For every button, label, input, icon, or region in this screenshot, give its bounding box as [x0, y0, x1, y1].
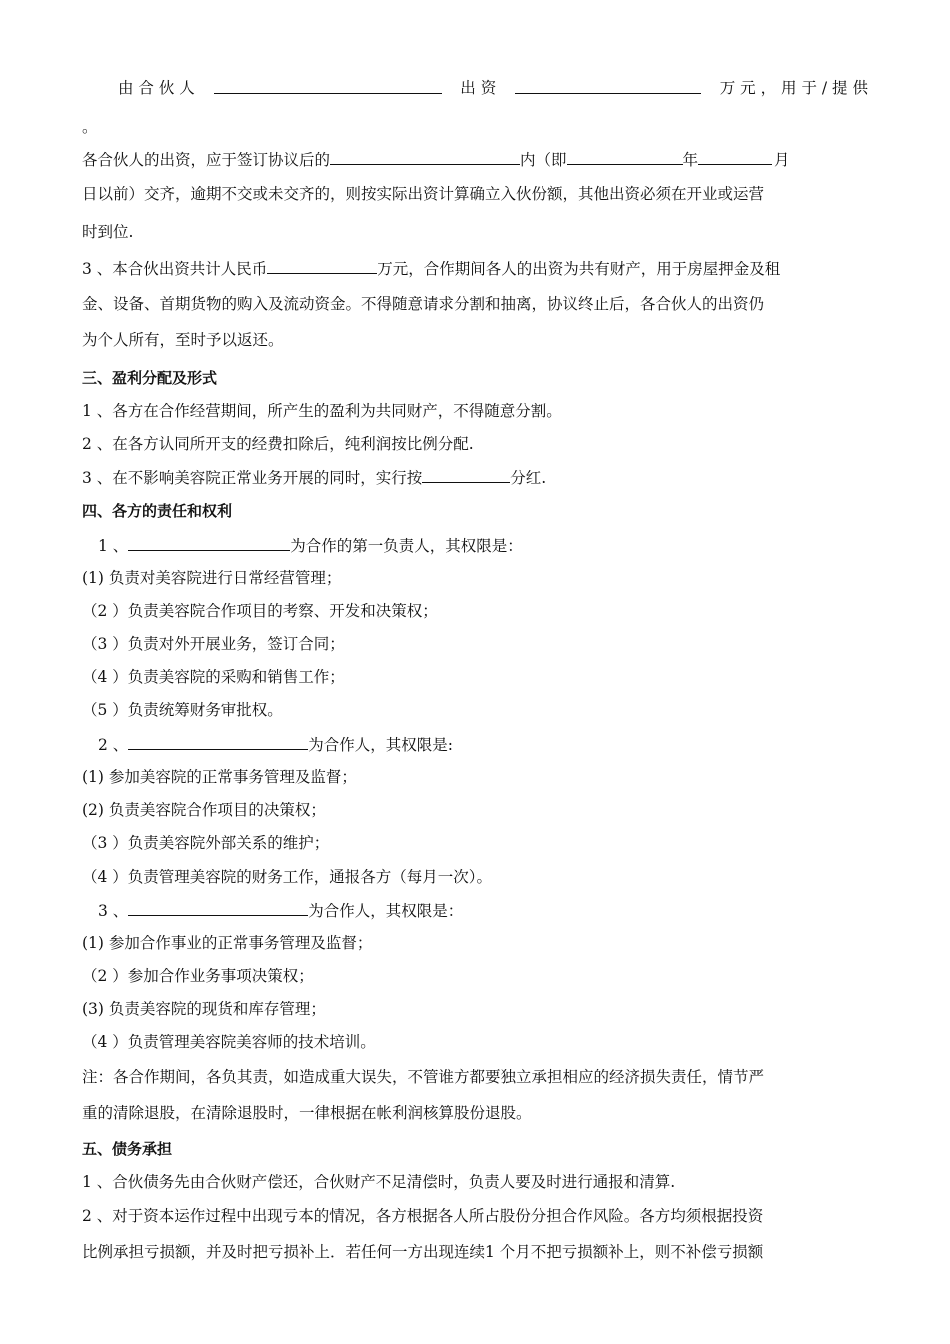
- text-segment: 3 、在不影响美容院正常业务开展的同时，实行按: [82, 469, 423, 487]
- list-item: (3) 负责美容院的现货和库存管理；: [82, 1000, 326, 1018]
- text-segment: 内（即: [520, 151, 567, 169]
- blank-month[interactable]: [698, 148, 772, 165]
- blank-partner-2[interactable]: [128, 733, 308, 750]
- text-segment: 万元，合作期间各人的出资为共有财产，用于房屋押金及租: [377, 260, 781, 278]
- text-segment: 3 、本合伙出资共计人民币: [82, 260, 268, 278]
- list-item: (1) 参加美容院的正常事务管理及监督；: [82, 768, 357, 786]
- blank-dividend-basis[interactable]: [422, 466, 510, 483]
- blank-total-amount[interactable]: [267, 257, 377, 274]
- section-title: 五、债务承担: [82, 1140, 173, 1158]
- list-item: 比例承担亏损额，并及时把亏损补上．若任何一方出现连续1 个月不把亏损额补上，则不补偿亏损额: [82, 1243, 764, 1261]
- blank-partner-3[interactable]: [128, 899, 308, 916]
- list-item: (1) 参加合作事业的正常事务管理及监督；: [82, 934, 373, 952]
- blank-partner-name[interactable]: [214, 77, 442, 94]
- list-item: [82, 466, 546, 489]
- list-item: （4 ）负责美容院的采购和销售工作；: [82, 668, 345, 686]
- list-item: [98, 534, 523, 557]
- blank-amount[interactable]: [515, 77, 701, 94]
- section-title: 三、盈利分配及形式: [82, 369, 218, 387]
- blank-year[interactable]: [567, 148, 683, 165]
- text-segment: 为合作的第一负责人，其权限是：: [290, 537, 523, 555]
- text-segment: 分红.: [510, 469, 547, 487]
- text-segment: 由 合 伙 人: [118, 79, 195, 97]
- blank-first-responsible[interactable]: [128, 534, 290, 551]
- total-contribution-line: [82, 257, 780, 280]
- text-line: 日以前）交齐，逾期不交或未交齐的，则按实际出资计算确立入伙份额，其他出资必须在开业或运营: [82, 185, 765, 203]
- text-segment: 1 、: [98, 537, 129, 555]
- list-item: （2 ）负责美容院合作项目的考察、开发和决策权；: [82, 602, 438, 620]
- list-item: （4 ）负责管理美容院美容师的技术培训。: [82, 1033, 376, 1051]
- text-line: 时到位.: [82, 223, 134, 241]
- text-segment: 万 元 ， 用 于 / 提 供: [719, 79, 868, 97]
- list-item: [98, 733, 453, 756]
- list-item: (1) 负责对美容院进行日常经营管理；: [82, 569, 342, 587]
- note-line: 重的清除退股，在清除退股时，一律根据在帐利润核算股份退股。: [82, 1104, 532, 1122]
- contribution-line: [82, 77, 868, 99]
- text-segment: 为合作人，其权限是:: [308, 736, 454, 754]
- text-line: 金、设备、首期货物的购入及流动资金。不得随意请求分割和抽离，协议终止后，各合伙人的出资仍: [82, 295, 765, 313]
- list-item: [98, 899, 463, 922]
- list-item: （2 ）参加合作业务事项决策权；: [82, 967, 314, 985]
- text-segment: 出 资: [460, 79, 497, 97]
- text-line: 为个人所有，至时予以返还。: [82, 331, 284, 349]
- list-item: 1 、合伙债务先由合伙财产偿还，合伙财产不足清偿时，负责人要及时进行通报和清算.: [82, 1173, 676, 1191]
- section-title: 四、各方的责任和权利: [82, 502, 233, 520]
- note-line: 注：各合作期间，各负其责，如造成重大误失，不管谁方都要独立承担相应的经济损失责任，情节严: [82, 1068, 765, 1086]
- list-item: 2 、在各方认同所开支的经费扣除后，纯利润按比例分配.: [82, 435, 474, 453]
- list-item: 1 、各方在合作经营期间，所产生的盈利为共同财产，不得随意分割。: [82, 402, 562, 420]
- list-item: 2 、对于资本运作过程中出现亏本的情况，各方根据各人所占股份分担合作风险。各方均须根据投资: [82, 1207, 764, 1225]
- list-item: （3 ）负责对外开展业务，签订合同；: [82, 635, 345, 653]
- text-segment: 2 、: [98, 736, 129, 754]
- blank-period[interactable]: [330, 148, 520, 165]
- list-item: （4 ）负责管理美容院的财务工作，通报各方（每月一次）。: [82, 868, 493, 886]
- list-item: (2) 负责美容院合作项目的决策权；: [82, 801, 326, 819]
- text-line: 。: [82, 118, 98, 136]
- text-segment: 各合伙人的出资，应于签订协议后的: [82, 151, 331, 169]
- list-item: （5 ）负责统筹财务审批权。: [82, 701, 283, 719]
- text-segment: 为合作人，其权限是：: [308, 902, 464, 920]
- list-item: （3 ）负责美容院外部关系的维护；: [82, 834, 330, 852]
- text-segment: 月: [774, 151, 790, 169]
- deadline-line: [82, 148, 790, 171]
- text-segment: 年: [682, 151, 699, 169]
- text-segment: 3 、: [98, 902, 129, 920]
